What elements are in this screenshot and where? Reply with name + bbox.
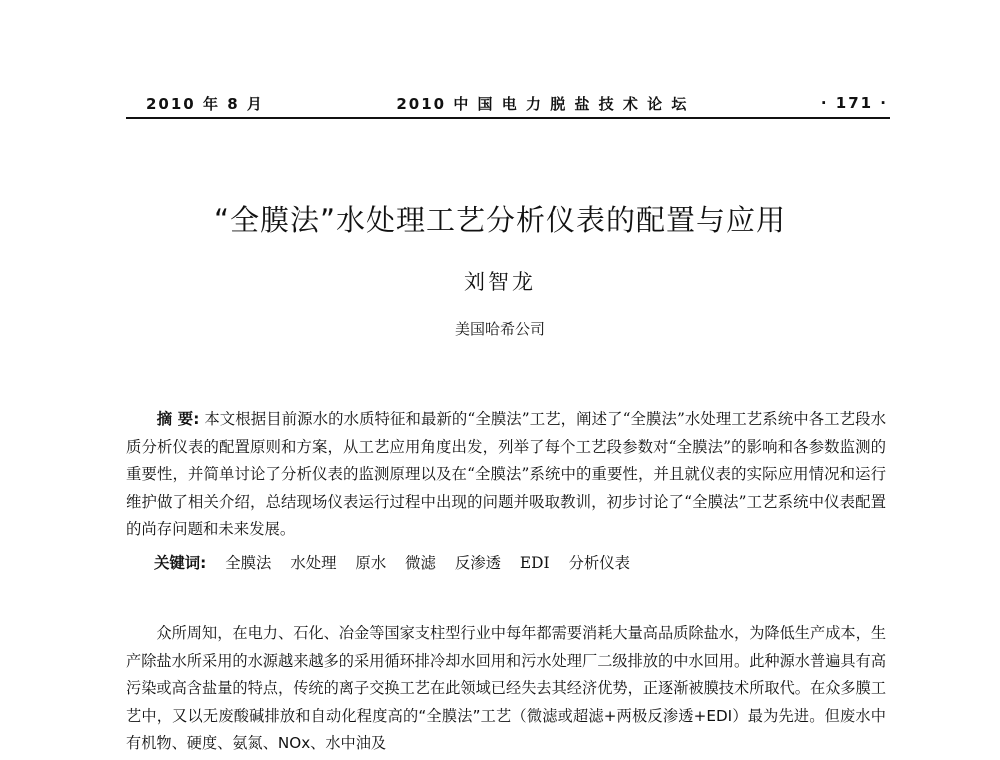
keyword-item: 分析仪表 <box>568 554 631 572</box>
running-header <box>146 90 888 116</box>
keyword-item: 水处理 <box>290 554 337 572</box>
keyword-item: 全膜法 <box>225 554 272 572</box>
keyword-item: 原水 <box>355 554 387 572</box>
body-paragraph: 众所周知，在电力、石化、冶金等国家支柱型行业中每年都需要消耗大量高品质除盐水，为降低生产成本，生产除盐水所采用的水源越来越多的采用循环排冷却水回用和污水处理厂二级排放的中水回用。此种源水普遍具有高污染或高含盐量的特点，传统的离子交换工艺在此领域已经失去其经济优势，正逐渐被膜技术所取代。在众多膜工艺中，又以无废酸碱排放和自动化程度高的“全膜法”工艺（微滤或超滤+两极反渗透+EDI）最为先进。但废水中有机物、硬度、氨氮、NOx、水中油及 <box>126 624 886 753</box>
header-journal: 2010 中 国 电 力 脱 盐 技 术 论 坛 <box>396 94 689 113</box>
header-rule <box>126 117 890 119</box>
abstract <box>126 406 886 544</box>
header-date: 2010 年 8 月 <box>146 94 264 113</box>
keywords <box>154 550 886 577</box>
header-page-number: · 171 · <box>820 94 888 112</box>
author-affiliation: 美国哈希公司 <box>454 320 545 338</box>
keyword-item: 反渗透 <box>454 554 502 572</box>
abstract-text: 本文根据目前源水的水质特征和最新的“全膜法”工艺，阐述了“全膜法”水处理工艺系统中各工艺段水质分析仪表的配置原则和方案，从工艺应用角度出发，列举了每个工艺段参数对“全膜法”的影响和各参数监测的重要性，并简单讨论了分析仪表的监测原理以及在“全膜法”系统中的重要性，并且就仪表的实际应用情况和运行维护做了相关介绍，总结现场仪表运行过程中出现的问题并吸取教训，初步讨论了“全膜法”工艺系统中仪表配置的尚存问题和未来发展。 <box>126 410 886 538</box>
author-name: 刘智龙 <box>464 270 536 294</box>
keywords-label: 关键词: <box>154 554 207 572</box>
abstract-label: 摘 要: <box>156 410 200 428</box>
keyword-item: 微滤 <box>405 554 436 572</box>
keyword-item: EDI <box>519 554 550 572</box>
paper-title: “全膜法”水处理工艺分析仪表的配置与应用 <box>213 203 787 237</box>
